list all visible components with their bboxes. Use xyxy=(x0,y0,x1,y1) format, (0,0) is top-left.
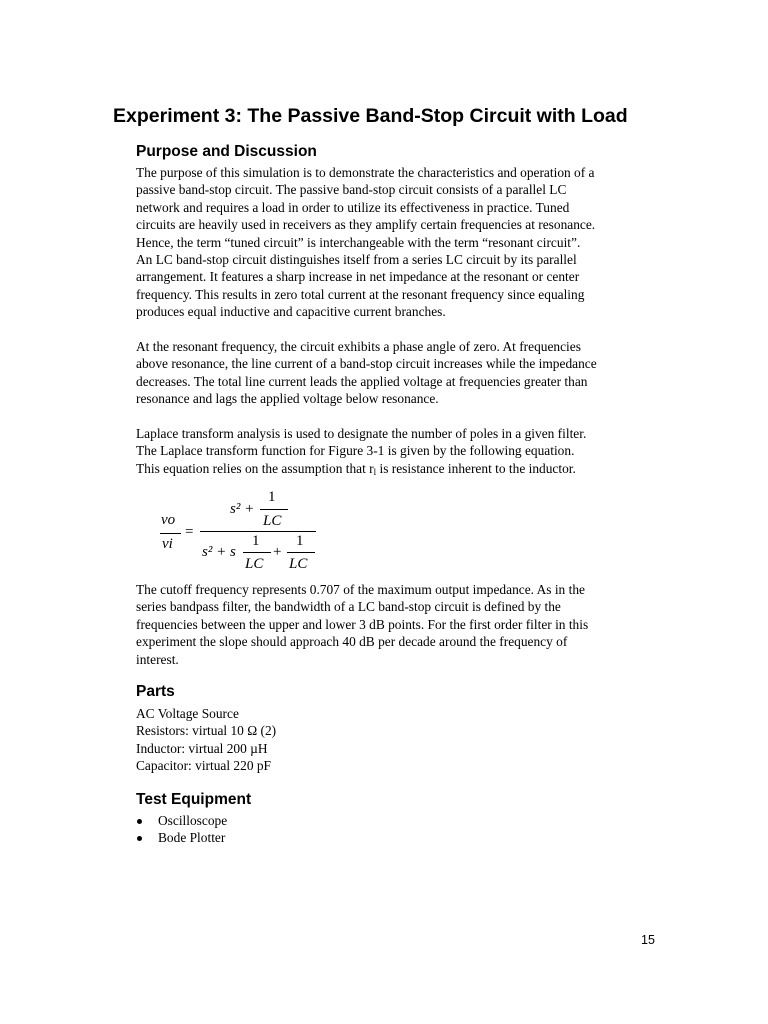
text-line: At the resonant frequency, the circuit exhibits a phase angle of zero. At frequencies xyxy=(136,339,581,354)
text-line: The Laplace transform function for Figure 3-1 is given by the following equation. xyxy=(136,443,575,459)
text-line: frequencies between the upper and lower 3 dB points. For the first order filter in this xyxy=(136,616,589,632)
eq-den-bar-b xyxy=(287,552,315,553)
laplace-equation xyxy=(150,482,350,580)
bullet-icon xyxy=(137,836,142,841)
page-title: Experiment 3: The Passive Band-Stop Circuit with Load xyxy=(113,105,628,127)
eq-den-s2: s² + s xyxy=(202,544,236,560)
text-line: series bandpass filter, the bandwidth of a LC band-stop circuit is defined by the xyxy=(136,599,561,615)
eq-num-s2: s² + xyxy=(230,501,255,517)
eq-den-one-b: 1 xyxy=(296,533,304,549)
eq-num-one: 1 xyxy=(268,489,276,505)
text-line: arrangement. It features a sharp increase in net impedance at the resonant or center xyxy=(136,269,580,285)
text-line: resonance and lags the applied voltage below resonance. xyxy=(136,391,439,407)
text-line: network and requires a load in order to utilize its effectiveness in practice. Tuned xyxy=(136,199,570,215)
list-item: Resistors: virtual 10 Ω (2) xyxy=(136,723,277,739)
text-line: The cutoff frequency represents 0.707 of the maximum output impedance. As in the xyxy=(136,582,585,597)
text-line: produces equal inductive and capacitive current branches. xyxy=(136,304,446,320)
eq-vo: vo xyxy=(161,512,176,528)
text-line: Laplace transform analysis is used to designate the number of poles in a given filter. xyxy=(136,426,587,441)
eq-den-one-a: 1 xyxy=(252,533,260,549)
text-line: above resonance, the line current of a band-stop circuit increases while the impedance xyxy=(136,356,597,372)
text-line: passive band-stop circuit. The passive band-stop circuit consists of a parallel LC xyxy=(136,182,567,198)
purpose-paragraph-1 xyxy=(136,164,676,321)
bullet-icon xyxy=(137,819,142,824)
text-fragment: This equation relies on the assumption that r xyxy=(136,460,374,476)
list-item-label: Oscilloscope xyxy=(158,813,228,828)
purpose-paragraph-2 xyxy=(136,338,676,408)
text-line: interest. xyxy=(136,651,179,667)
text-line: Hence, the term “tuned circuit” is interchangeable with the term “resonant circuit”. xyxy=(136,234,581,250)
eq-vi: vi xyxy=(162,536,173,552)
test-equipment-heading: Test Equipment xyxy=(136,791,252,808)
text-line: The purpose of this simulation is to demonstrate the characteristics and operation of a xyxy=(136,165,595,180)
list-item: Capacitor: virtual 220 pF xyxy=(136,757,271,773)
page-number: 15 xyxy=(641,933,655,947)
text-line: decreases. The total line current leads the applied voltage at frequencies greater than xyxy=(136,373,588,389)
list-item-label: Bode Plotter xyxy=(158,830,226,846)
text-line: An LC band-stop circuit distinguishes itself from a series LC circuit by its parallel xyxy=(136,252,577,268)
purpose-paragraph-3 xyxy=(136,425,676,477)
test-equipment-list xyxy=(136,812,227,847)
purpose-heading: Purpose and Discussion xyxy=(136,143,317,160)
eq-num-lc: LC xyxy=(263,513,282,529)
purpose-paragraph-4 xyxy=(136,581,676,668)
eq-den-lc-b: LC xyxy=(289,556,308,572)
eq-num-inner-bar xyxy=(260,509,288,510)
list-item xyxy=(136,829,227,846)
text-line: circuits are heavily used in receivers as they amplify certain frequencies at resonance. xyxy=(136,217,596,233)
subscript-l: l xyxy=(373,466,377,477)
text-line: frequency. This results in zero total current at the resonant frequency since equaling xyxy=(136,286,585,302)
parts-list xyxy=(136,705,276,774)
parts-heading: Parts xyxy=(136,683,175,700)
text-fragment: is resistance inherent to the inductor. xyxy=(376,460,576,476)
list-item: Inductor: virtual 200 µH xyxy=(136,740,268,756)
eq-den-plus: + xyxy=(273,544,282,560)
eq-lhs-fraction-bar xyxy=(160,533,181,534)
list-item: AC Voltage Source xyxy=(136,706,239,721)
text-line xyxy=(136,460,676,477)
text-line: experiment the slope should approach 40 dB per decade around the frequency of xyxy=(136,634,568,650)
list-item xyxy=(136,812,227,829)
eq-den-lc-a: LC xyxy=(245,556,264,572)
eq-equals: = xyxy=(185,524,194,540)
eq-den-bar-a xyxy=(243,552,271,553)
